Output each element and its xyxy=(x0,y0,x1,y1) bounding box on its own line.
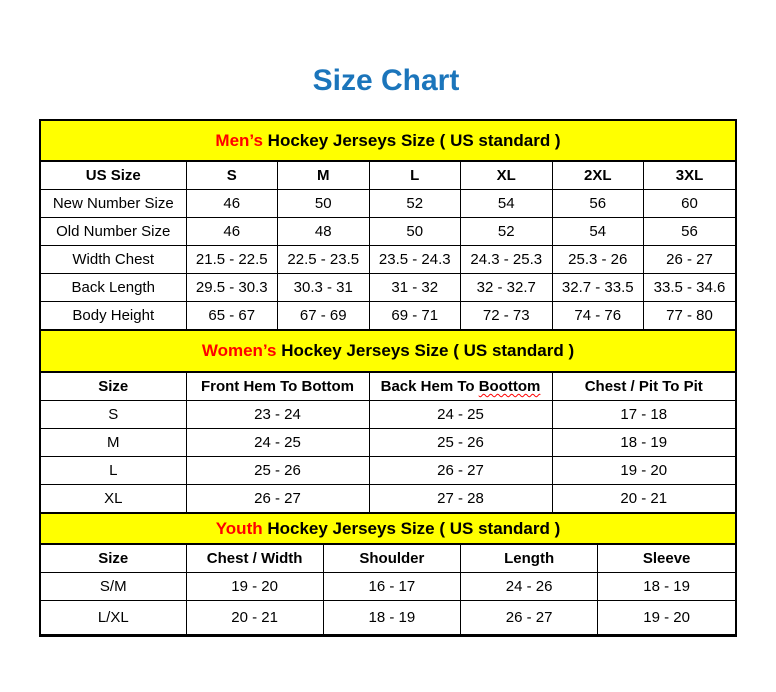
womens-row-label: S xyxy=(41,401,186,429)
mens-table-row-4 xyxy=(41,302,735,330)
mens-data-cell: 32.7 - 33.5 xyxy=(552,274,644,302)
mens-data-cell: 48 xyxy=(278,218,370,246)
youth-section-accent: Youth xyxy=(215,518,263,538)
youth-table-row-0 xyxy=(41,573,735,601)
mens-data-cell: 24.3 - 25.3 xyxy=(461,246,553,274)
youth-size-table xyxy=(41,544,735,635)
youth-data-cell: 18 - 19 xyxy=(598,573,735,601)
mens-data-cell: 25.3 - 26 xyxy=(552,246,644,274)
youth-data-cell: 16 - 17 xyxy=(323,573,460,601)
mens-section-header xyxy=(41,121,735,161)
mens-data-cell: 77 - 80 xyxy=(644,302,736,330)
mens-data-cell: 22.5 - 23.5 xyxy=(278,246,370,274)
mens-data-cell: 72 - 73 xyxy=(461,302,553,330)
womens-data-cell: 25 - 26 xyxy=(369,429,552,457)
womens-table-row-3 xyxy=(41,485,735,513)
womens-data-cell: 18 - 19 xyxy=(552,429,735,457)
mens-row-label: Back Length xyxy=(41,274,186,302)
mens-data-cell: 60 xyxy=(644,190,736,218)
youth-data-cell: 24 - 26 xyxy=(461,573,598,601)
womens-data-cell: 23 - 24 xyxy=(186,401,369,429)
womens-row-label: L xyxy=(41,457,186,485)
mens-data-cell: 50 xyxy=(369,218,461,246)
youth-header-row xyxy=(41,545,735,573)
youth-data-cell: 19 - 20 xyxy=(598,601,735,635)
womens-column-header-2: Back Hem To Boottom xyxy=(369,373,552,401)
womens-column-header-0: Size xyxy=(41,373,186,401)
mens-data-cell: 30.3 - 31 xyxy=(278,274,370,302)
womens-row-label: M xyxy=(41,429,186,457)
youth-column-header-2: Shoulder xyxy=(323,545,460,573)
womens-data-cell: 27 - 28 xyxy=(369,485,552,513)
mens-data-cell: 46 xyxy=(186,218,278,246)
womens-size-table xyxy=(41,372,735,513)
mens-data-cell: 26 - 27 xyxy=(644,246,736,274)
mens-data-cell: 65 - 67 xyxy=(186,302,278,330)
womens-table-row-1 xyxy=(41,429,735,457)
youth-data-cell: 18 - 19 xyxy=(323,601,460,635)
mens-column-header-0: US Size xyxy=(41,162,186,190)
youth-table-row-1 xyxy=(41,601,735,635)
size-chart-container xyxy=(39,119,737,637)
youth-section-header xyxy=(41,513,735,544)
mens-data-cell: 69 - 71 xyxy=(369,302,461,330)
womens-data-cell: 24 - 25 xyxy=(369,401,552,429)
mens-data-cell: 67 - 69 xyxy=(278,302,370,330)
youth-row-label: L/XL xyxy=(41,601,186,635)
mens-data-cell: 23.5 - 24.3 xyxy=(369,246,461,274)
mens-data-cell: 52 xyxy=(461,218,553,246)
mens-column-header-1: S xyxy=(186,162,278,190)
mens-column-header-4: XL xyxy=(461,162,553,190)
mens-data-cell: 50 xyxy=(278,190,370,218)
page-title: Size Chart xyxy=(312,64,460,97)
womens-table-row-0 xyxy=(41,401,735,429)
youth-column-header-4: Sleeve xyxy=(598,545,735,573)
womens-row-label: XL xyxy=(41,485,186,513)
mens-table-row-2 xyxy=(41,246,735,274)
mens-data-cell: 56 xyxy=(552,190,644,218)
womens-section-accent: Women’s xyxy=(201,341,277,360)
mens-column-header-3: L xyxy=(369,162,461,190)
youth-column-header-3: Length xyxy=(461,545,598,573)
mens-table-row-1 xyxy=(41,218,735,246)
mens-size-table xyxy=(41,161,735,330)
mens-column-header-5: 2XL xyxy=(552,162,644,190)
mens-table-row-0 xyxy=(41,190,735,218)
mens-data-cell: 54 xyxy=(552,218,644,246)
womens-column-header-1: Front Hem To Bottom xyxy=(186,373,369,401)
youth-column-header-1: Chest / Width xyxy=(186,545,323,573)
youth-column-header-0: Size xyxy=(41,545,186,573)
mens-column-header-6: 3XL xyxy=(644,162,736,190)
mens-column-header-2: M xyxy=(278,162,370,190)
womens-data-cell: 25 - 26 xyxy=(186,457,369,485)
youth-section-title: Hockey Jerseys Size ( US standard ) xyxy=(262,518,561,538)
youth-data-cell: 20 - 21 xyxy=(186,601,323,635)
womens-data-cell: 20 - 21 xyxy=(552,485,735,513)
mens-header-row xyxy=(41,162,735,190)
womens-data-cell: 26 - 27 xyxy=(369,457,552,485)
mens-data-cell: 31 - 32 xyxy=(369,274,461,302)
womens-column-header-3: Chest / Pit To Pit xyxy=(552,373,735,401)
youth-data-cell: 26 - 27 xyxy=(461,601,598,635)
mens-row-label: Body Height xyxy=(41,302,186,330)
mens-data-cell: 46 xyxy=(186,190,278,218)
womens-data-cell: 17 - 18 xyxy=(552,401,735,429)
misspelled-word: Boottom xyxy=(478,378,541,395)
womens-section-title: Hockey Jerseys Size ( US standard ) xyxy=(276,341,575,360)
mens-section-title: Hockey Jerseys Size ( US standard ) xyxy=(262,130,561,150)
womens-data-cell: 24 - 25 xyxy=(186,429,369,457)
youth-row-label: S/M xyxy=(41,573,186,601)
mens-table-row-3 xyxy=(41,274,735,302)
mens-section-accent: Men’s xyxy=(215,130,263,150)
mens-data-cell: 29.5 - 30.3 xyxy=(186,274,278,302)
womens-header-row xyxy=(41,373,735,401)
mens-row-label: Width Chest xyxy=(41,246,186,274)
womens-data-cell: 19 - 20 xyxy=(552,457,735,485)
mens-data-cell: 21.5 - 22.5 xyxy=(186,246,278,274)
womens-table-row-2 xyxy=(41,457,735,485)
mens-data-cell: 32 - 32.7 xyxy=(461,274,553,302)
mens-data-cell: 54 xyxy=(461,190,553,218)
mens-data-cell: 74 - 76 xyxy=(552,302,644,330)
mens-data-cell: 33.5 - 34.6 xyxy=(644,274,736,302)
mens-row-label: Old Number Size xyxy=(41,218,186,246)
mens-row-label: New Number Size xyxy=(41,190,186,218)
womens-section-header xyxy=(41,330,735,372)
youth-data-cell: 19 - 20 xyxy=(186,573,323,601)
mens-data-cell: 52 xyxy=(369,190,461,218)
womens-data-cell: 26 - 27 xyxy=(186,485,369,513)
mens-data-cell: 56 xyxy=(644,218,736,246)
